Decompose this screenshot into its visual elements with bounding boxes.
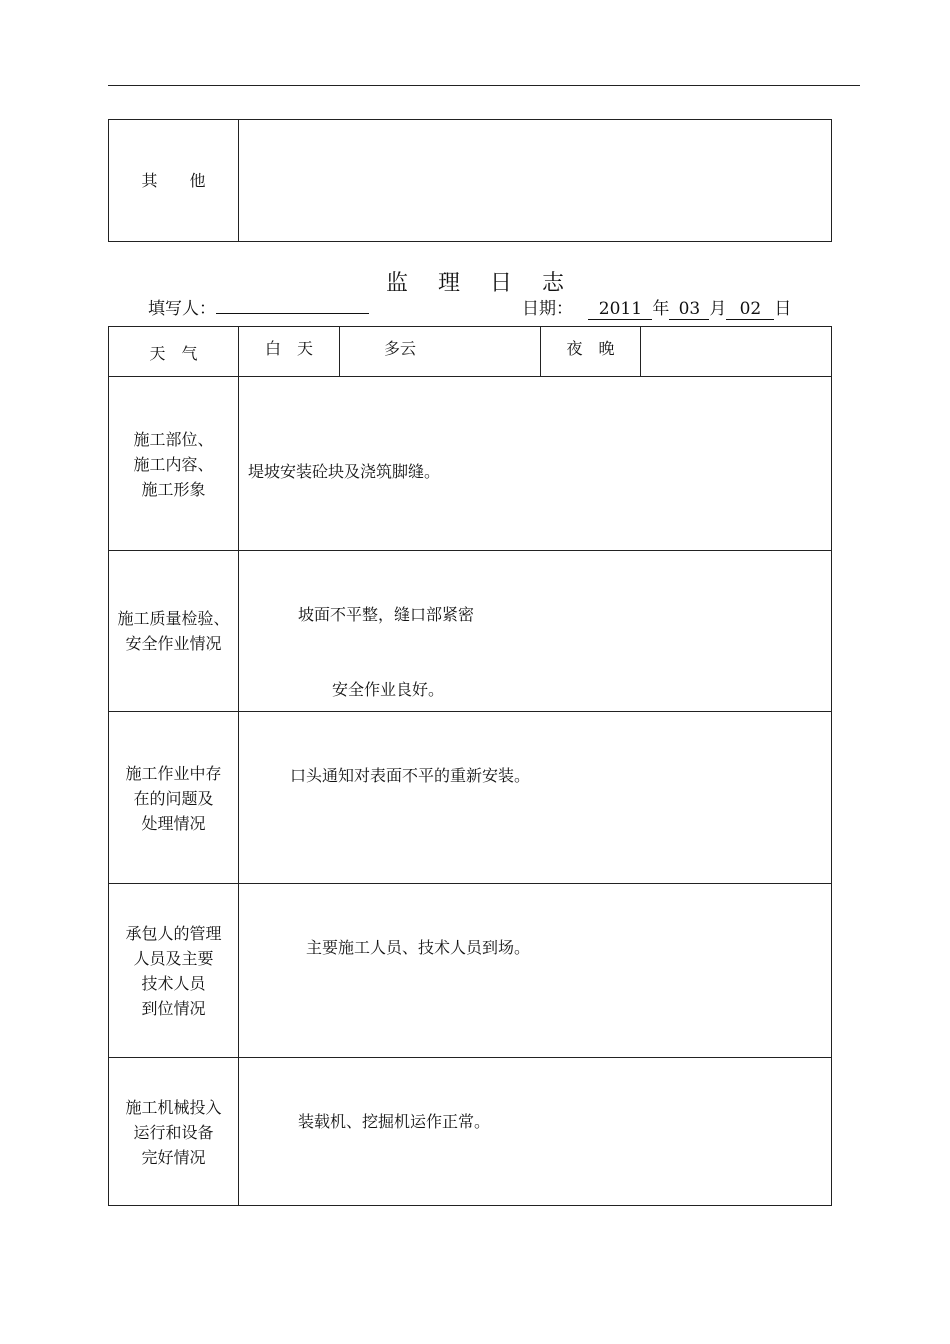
label-column-divider: [238, 327, 239, 1205]
row-content: 主要施工人员、技术人员到场。: [306, 938, 531, 957]
date-year-unit: 年: [652, 299, 670, 319]
weather-night-label: 夜 晚: [566, 339, 615, 358]
filler-line: [148, 294, 369, 319]
row-divider: [109, 550, 831, 551]
date-day-unit: 日: [774, 299, 792, 319]
weather-label: 天 气: [149, 344, 198, 363]
other-table-divider: [238, 120, 239, 241]
date-year: 2011: [588, 299, 652, 320]
date-month: 03: [669, 299, 709, 320]
row-divider: [109, 376, 831, 377]
header-rule: [108, 85, 860, 86]
weather-day-value: 多云: [383, 339, 416, 358]
other-table: [108, 119, 832, 242]
row-divider: [109, 1057, 831, 1058]
date-label: 日期：: [522, 299, 573, 319]
date-line: [522, 294, 791, 320]
filler-field: [216, 313, 369, 314]
log-table: [108, 326, 832, 1206]
row-content: 坡面不平整，缝口部紧密 安全作业良好。: [298, 605, 475, 699]
filler-label: 填写人：: [148, 299, 216, 319]
row-label: 承包人的管理 人员及主要 技术人员 到位情况: [125, 924, 222, 1018]
row-label: 施工质量检验、 安全作业情况: [117, 609, 230, 653]
row-content: 装载机、挖掘机运作正常。: [298, 1112, 491, 1131]
row-content: 口头通知对表面不平的重新安装。: [290, 766, 531, 785]
date-month-unit: 月: [709, 299, 727, 319]
row-label: 施工机械投入 运行和设备 完好情况: [125, 1098, 222, 1167]
date-day: 02: [726, 299, 774, 320]
weather-day-label: 白 天: [264, 339, 313, 358]
page-title: 监理日志: [385, 271, 594, 296]
row-content: 堤坡安装砼块及浇筑脚缝。: [248, 462, 441, 481]
row-label: 施工作业中存 在的问题及 处理情况: [125, 764, 222, 833]
other-label: 其 他: [141, 171, 206, 190]
weather-divider-3: [640, 327, 641, 377]
row-divider: [109, 883, 831, 884]
row-label: 施工部位、 施工内容、 施工形象: [133, 430, 214, 499]
